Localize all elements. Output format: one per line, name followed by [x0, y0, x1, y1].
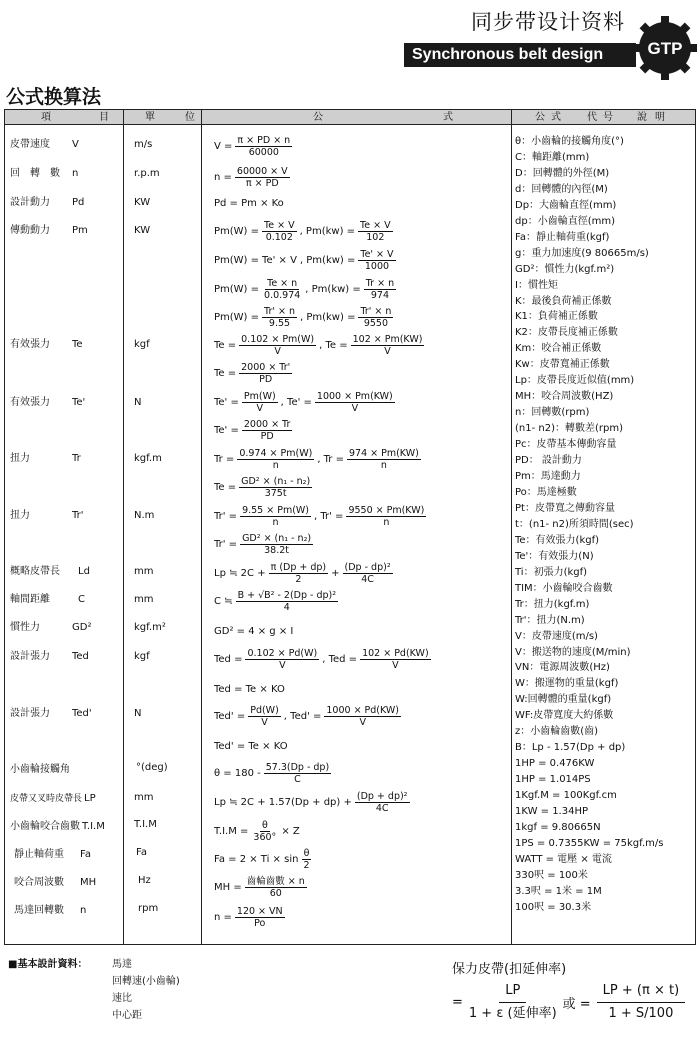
item-unit: mm: [134, 566, 154, 577]
item-label: 設計動力: [10, 197, 50, 208]
formula-tep-1: [214, 391, 395, 414]
legend-item: WATT = 電壓 × 電流: [515, 853, 612, 865]
formula-lhs: Pm(W) =: [214, 255, 260, 266]
formula-den: 60: [269, 888, 282, 899]
item-unit: kgf: [134, 651, 150, 662]
formula-lhs: Ted =: [214, 654, 243, 665]
formula-num: 齒輪齒數 × n: [246, 876, 305, 887]
legend-item: 330呎 = 100米: [515, 869, 588, 881]
formula-lhs: , Pm(kw) =: [305, 284, 361, 295]
formula-num: 120 × VN: [236, 906, 283, 917]
formula-lhs: , Pm(kw) =: [299, 312, 356, 323]
legend-item: 1HP = 1.014PS: [515, 774, 591, 786]
formula-lhs: Fa = 2 × Ti × sin: [214, 854, 299, 865]
head-mu: 目: [99, 112, 109, 123]
legend-item: Km：咬合補正係數: [515, 343, 602, 355]
legend-item: MH：咬合周波數(HZ): [515, 391, 614, 403]
formula-lhs: Tr' =: [214, 539, 238, 550]
formula-num: Te × V: [360, 220, 391, 231]
table-header: [5, 110, 695, 125]
formula-num: 0.102 × Pm(W): [241, 334, 315, 345]
belt-num: LP: [499, 980, 526, 1003]
item-label: 設計張力: [10, 708, 50, 719]
formula-den: 4C: [361, 574, 374, 585]
legend-item: z：小齒輪齒數(齒): [515, 726, 599, 738]
head-legend-3: 代: [587, 112, 597, 123]
item-unit: Fa: [136, 847, 147, 858]
legend-item: 3.3呎 = 1米 = 1M: [515, 885, 602, 897]
legend-item: 100呎 = 30.3米: [515, 901, 592, 913]
formula-den: 38.2t: [264, 545, 290, 556]
formula-lhs: Te' =: [214, 425, 239, 436]
legend-item: V：皮帶速度(m/s): [515, 630, 598, 642]
legend-item: 1PS = 0.7355KW = 75kgf.m/s: [515, 837, 664, 849]
formula-den: V: [392, 660, 399, 671]
logo-text: GTP: [647, 39, 683, 58]
item-symbol: GD²: [72, 622, 92, 633]
item-symbol: Te: [72, 339, 83, 350]
legend-item: K：最後負荷補正係數: [515, 295, 612, 307]
legend-item: Pm：馬達動力: [515, 471, 581, 483]
formula-te-1: [214, 334, 424, 357]
item-symbol: Tr': [72, 510, 84, 521]
legend-item: Po：馬達極數: [515, 486, 577, 498]
formula-den: 375t: [264, 488, 287, 499]
formula-den: PD: [259, 374, 273, 385]
formula-num: π × PD × n: [237, 135, 291, 146]
col-divider: [201, 110, 202, 944]
item-label: 馬達回轉數: [14, 905, 64, 916]
formula-den: n: [272, 517, 279, 528]
legend-item: 1HP = 0.476KW: [515, 758, 595, 770]
formula-lhs: C ≒: [214, 596, 233, 607]
formula-lhs: , Pm(kw) =: [299, 255, 356, 266]
item-symbol: T.I.M: [82, 821, 105, 832]
legend-item: θ：小齒輪的接觸角度(°): [515, 136, 624, 147]
legend-item: Lp：皮帶長度近似值(mm): [515, 375, 635, 387]
formula-den: 4C: [375, 803, 389, 814]
formula-num: 102 × Pm(KW): [352, 334, 423, 345]
formula-num: GD² × (n₁ - n₂): [241, 476, 311, 487]
item-label: 慣性力: [10, 622, 40, 633]
formula-te-2: [214, 362, 292, 385]
belt-num: LP + (π × t): [597, 980, 685, 1003]
legend-item: g：重力加速度(9 80665m/s): [515, 247, 649, 259]
formula-den: 9550: [363, 318, 389, 329]
formula-tep-2: [214, 419, 292, 442]
formula-trp-2: [214, 533, 313, 556]
formula-lhs: Te =: [214, 368, 237, 379]
legend-item: Kw：皮帶寬補正係數: [515, 359, 610, 371]
formula-num: 2000 × Tr: [243, 419, 291, 430]
item-unit: Hz: [138, 875, 151, 886]
belt-den: 1 + ε (延伸率): [468, 1006, 557, 1021]
formula-lhs: V =: [214, 141, 233, 152]
item-symbol: Fa: [80, 849, 91, 860]
item-unit: kgf.m²: [134, 622, 166, 633]
formula-den: 60000: [248, 147, 279, 158]
formula-lhs: , Te' =: [280, 397, 312, 408]
item-label: 皮帶速度: [10, 139, 50, 150]
legend-item: Te'：有效張力(N): [515, 550, 594, 562]
item-label: 設計張力: [10, 651, 50, 662]
legend-item: C：軸距離(mm): [515, 151, 590, 163]
basic-item: 回轉速(小齒輪): [112, 976, 180, 987]
formula-num: (Dp + dp)²: [356, 791, 408, 802]
legend-item: W：搬運物的重量(kgf): [515, 678, 619, 690]
item-symbol: Te': [72, 397, 86, 408]
formula-text: Pd = Pm × Ko: [214, 198, 284, 209]
formula-den: 2: [295, 574, 302, 585]
formula-lhs: Pm(W) =: [214, 284, 260, 295]
belt-formula: [452, 980, 685, 1025]
item-label: 有效張力: [10, 339, 50, 350]
formula-num: 9.55 × Pm(W): [242, 505, 310, 516]
formula-num: B + √B² - 2(Dp - dp)²: [237, 590, 337, 601]
legend-item: Ti：初張力(kgf): [515, 566, 588, 578]
formula-lhs: θ = 180 -: [214, 768, 261, 779]
formula-num: θ: [261, 820, 268, 831]
legend-item: WF:皮帶寬度大約係數: [515, 710, 614, 722]
formula-mh: [214, 876, 307, 899]
formula-text: Te' × V: [262, 255, 297, 266]
formula-lhs: Pm(W) =: [214, 226, 260, 237]
head-wei: 位: [185, 112, 195, 123]
item-symbol: n: [80, 905, 87, 916]
formula-lhs: , Ted =: [322, 654, 358, 665]
formula-pm-4: [214, 306, 393, 329]
formula-num: 102 × Pd(KW): [362, 648, 429, 659]
formula-num: Tr × n: [365, 278, 395, 289]
formula-lhs: Te' =: [214, 397, 239, 408]
formula-den: V: [279, 660, 286, 671]
formula-den: 1000: [364, 261, 390, 272]
formula-num: Pm(W): [243, 391, 276, 402]
item-unit: m/s: [134, 139, 153, 150]
item-label: 有效張力: [10, 397, 50, 408]
formula-tim: [214, 820, 300, 843]
formula-lhs: Tr =: [214, 454, 235, 465]
formula-ted-1: [214, 648, 431, 671]
col-divider: [123, 110, 124, 944]
item-label: 軸間距離: [10, 594, 50, 605]
legend-item: d：回轉體的內徑(M): [515, 183, 608, 195]
item-unit: KW: [134, 225, 151, 236]
formula-tr-2: [214, 476, 312, 499]
legend-item: Tr'：扭力(N.m): [515, 614, 585, 626]
formula-num: 974 × Pm(KW): [348, 448, 419, 459]
item-unit: mm: [134, 792, 154, 803]
item-symbol: V: [72, 139, 79, 150]
legend-item: Te：有效張力(kgf): [515, 534, 600, 546]
formula-text: × Z: [281, 826, 300, 837]
item-unit: rpm: [138, 903, 159, 914]
legend-item: V：搬送物的速度(M/min): [515, 646, 631, 658]
formula-lhs: Ted' =: [214, 711, 246, 722]
formula-ted-2: [214, 684, 285, 695]
formula-den: 0.0.974: [264, 290, 301, 301]
formula-lhs: MH =: [214, 882, 242, 893]
formula-den: π × PD: [245, 178, 279, 189]
formula-den: Po: [254, 918, 266, 929]
legend-item: dp：小齒輪直徑(mm): [515, 215, 615, 227]
formula-pm-3: [214, 278, 396, 301]
formula-num: 9550 × Pm(KW): [348, 505, 425, 516]
head-legend-4: 号: [603, 112, 613, 123]
formula-den: PD: [260, 431, 274, 442]
belt-eq: =: [452, 995, 463, 1010]
formula-num: (Dp - dp)²: [344, 562, 391, 573]
header-title-cn: 同步带设计资料: [471, 10, 625, 34]
item-unit: N: [134, 397, 142, 408]
formula-num: 2000 × Tr': [241, 362, 291, 373]
head-gong: 公: [313, 112, 323, 123]
formula-lhs: n =: [214, 912, 232, 923]
legend-item: 1kgf = 9.80665N: [515, 821, 601, 833]
formula-pm-2: [214, 249, 396, 272]
legend-item: D：回轉體的外徑(M): [515, 167, 610, 179]
formula-lp-2: [214, 791, 410, 814]
formula-den: V: [351, 403, 359, 414]
basic-item: 速比: [112, 993, 132, 1004]
head-dan: 單: [145, 112, 155, 123]
gtp-logo: [633, 16, 697, 80]
formula-num: Tr' × n: [360, 306, 392, 317]
formula-den: 4: [283, 602, 290, 613]
formula-den: 102: [366, 232, 385, 243]
legend-item: Fa：靜止軸荷重(kgf): [515, 231, 610, 243]
belt-den: 1 + S/100: [608, 1006, 674, 1021]
formula-den: 9.55: [268, 318, 291, 329]
legend-item: GD²：慣性力(kgf.m²): [515, 263, 615, 275]
formula-lp: [214, 562, 393, 585]
item-unit: r.p.m: [134, 168, 160, 179]
header-title-en: Synchronous belt design data: [404, 43, 636, 67]
formula-c: [214, 590, 338, 613]
item-unit: N: [134, 708, 142, 719]
item-unit: mm: [134, 594, 154, 605]
legend-item: B：Lp - 1.57(Dp + dp): [515, 742, 626, 754]
item-unit: °(deg): [136, 762, 168, 773]
section-title: 公式换算法: [6, 86, 102, 108]
legend-item: K1：負荷補正係數: [515, 311, 598, 323]
formula-num: π (Dp + dp): [270, 562, 327, 573]
item-label: 回 轉 數: [10, 168, 60, 179]
formula-num: 57.3(Dp - dp): [265, 762, 330, 773]
item-label: 扭力: [10, 453, 30, 464]
head-shi: 式: [443, 112, 453, 123]
symbol-legend: [515, 134, 693, 916]
formula-text: Ted' = Te × KO: [214, 741, 288, 752]
item-label: 咬合周波數: [14, 877, 64, 888]
item-label: 皮帶又叉時皮帶長: [10, 794, 83, 804]
formula-lhs: , Ted' =: [283, 711, 322, 722]
formula-num: Pd(W): [250, 705, 279, 716]
formula-fa: [214, 848, 312, 871]
item-unit: kgf: [134, 339, 150, 350]
legend-item: PD： 設計動力: [515, 455, 582, 467]
formula-op: +: [331, 568, 340, 579]
item-unit: KW: [134, 197, 151, 208]
legend-item: Pc：皮帶基本傳動容量: [515, 439, 617, 451]
belt-formula-title: 保力皮帶(扣延伸率): [452, 962, 567, 977]
head-xiang: 項: [41, 112, 51, 123]
formula-trp-1: [214, 505, 426, 528]
legend-item: TIM：小齒輪咬合齒數: [515, 582, 613, 594]
formula-tedp-1: [214, 705, 401, 728]
legend-item: VN：電源周波數(Hz): [515, 662, 610, 674]
formula-lhs: n =: [214, 172, 232, 183]
item-label: 小齒輪咬合齒數: [10, 821, 80, 832]
formula-num: Te' × V: [360, 249, 394, 260]
item-label: 小齒輪接觸角: [10, 764, 70, 775]
basic-item: 中心距: [112, 1010, 142, 1021]
item-unit: T.I.M: [134, 819, 157, 830]
item-label: 傳動動力: [10, 225, 50, 236]
formula-num: Tr' × n: [264, 306, 295, 317]
formula-den: n: [383, 517, 390, 528]
formula-lhs: Tr' =: [214, 511, 238, 522]
formula-text: GD² = 4 × g × I: [214, 626, 294, 637]
formula-num: 1000 × Pd(KW): [326, 705, 400, 716]
formula-pd: [214, 198, 284, 209]
formula-lhs: , Pm(kw) =: [299, 226, 356, 237]
item-symbol: Pd: [72, 197, 85, 208]
item-unit: kgf.m: [134, 453, 162, 464]
col-divider: [511, 110, 512, 944]
formula-num: 1000 × Pm(KW): [316, 391, 393, 402]
formula-den: C: [294, 774, 301, 785]
formula-num: Te × V: [264, 220, 295, 231]
formula-den: V: [261, 717, 268, 728]
item-symbol: MH: [80, 877, 97, 888]
formula-den: 974: [370, 290, 389, 301]
head-legend-1: 公: [535, 112, 545, 123]
formula-lhs: Lp ≒ 2C +: [214, 568, 266, 579]
item-symbol: Ld: [78, 566, 90, 577]
formula-lhs: Pm(W) =: [214, 312, 260, 323]
formula-num: θ: [303, 848, 310, 859]
formula-den: V: [274, 346, 281, 357]
formula-gd: [214, 626, 293, 637]
item-symbol: Tr: [72, 453, 81, 464]
legend-item: Pt：皮帶寬之傳動容量: [515, 502, 615, 514]
head-legend-2: 式: [551, 112, 561, 123]
legend-item: W:回轉體的重量(kgf): [515, 694, 612, 706]
legend-item: K2：皮帶長度補正係數: [515, 327, 618, 339]
formula-num: GD² × (n₁ - n₂): [242, 533, 312, 544]
formula-lhs: Te =: [214, 340, 237, 351]
item-label: 概略皮帶長: [10, 566, 60, 577]
formula-num: 0.102 × Pd(W): [247, 648, 318, 659]
legend-item: Dp：大齒輪直徑(mm): [515, 199, 617, 211]
item-symbol: n: [72, 168, 79, 179]
formula-text: Ted = Te × KO: [214, 684, 285, 695]
item-label: 扭力: [10, 510, 30, 521]
formula-lhs: Lp ≒ 2C + 1.57(Dp + dp) +: [214, 797, 352, 808]
legend-item: 1Kgf.M = 100Kgf.cm: [515, 790, 617, 802]
item-symbol: LP: [84, 793, 96, 804]
formula-den: n: [380, 460, 387, 471]
formula-theta: [214, 762, 331, 785]
formula-num: 0.974 × Pm(W): [239, 448, 313, 459]
formula-tedp-2: [214, 741, 288, 752]
formula-lhs: , Te =: [319, 340, 348, 351]
formula-den: n: [272, 460, 279, 471]
formula-pm-1: [214, 220, 393, 243]
formula-lhs: , Tr =: [317, 454, 344, 465]
item-symbol: Ted': [72, 708, 92, 719]
item-unit: N.m: [134, 510, 155, 521]
formula-lhs: T.I.M =: [214, 826, 249, 837]
legend-item: 1KW = 1.34HP: [515, 806, 589, 818]
legend-item: Tr：扭力(kgf.m): [515, 598, 590, 610]
item-symbol: Ted: [72, 651, 89, 662]
formula-lhs: , Tr' =: [314, 511, 344, 522]
formula-den: 2: [303, 860, 310, 871]
formula-den: V: [384, 346, 391, 357]
belt-or: 或 =: [562, 997, 591, 1012]
legend-item: (n1- n2)：轉數差(rpm): [515, 423, 623, 435]
formula-den: V: [359, 717, 366, 728]
formula-num: Te × n: [267, 278, 298, 289]
basic-data-label: ■基本設計資料：: [8, 959, 88, 970]
basic-item: 馬達: [112, 959, 132, 970]
item-symbol: Pm: [72, 225, 88, 236]
item-label: 靜止軸荷重: [14, 849, 64, 860]
formula-den: V: [256, 403, 264, 414]
item-symbol: C: [78, 594, 85, 605]
legend-item: t：(n1- n2)所須時間(sec): [515, 518, 634, 530]
formula-n-motor: [214, 906, 285, 929]
formula-tr-1: [214, 448, 421, 471]
legend-item: I：慣性矩: [515, 279, 558, 291]
formula-lhs: Te =: [214, 482, 237, 493]
head-legend-5: 說: [637, 112, 647, 123]
formula-den: 360°: [253, 832, 277, 843]
formula-num: 60000 × V: [236, 166, 288, 177]
formula-v: [214, 135, 292, 158]
formula-n: [214, 166, 290, 189]
head-legend-6: 明: [655, 112, 665, 123]
formula-den: 0.102: [265, 232, 293, 243]
legend-item: n：回轉數(rpm): [515, 407, 590, 419]
